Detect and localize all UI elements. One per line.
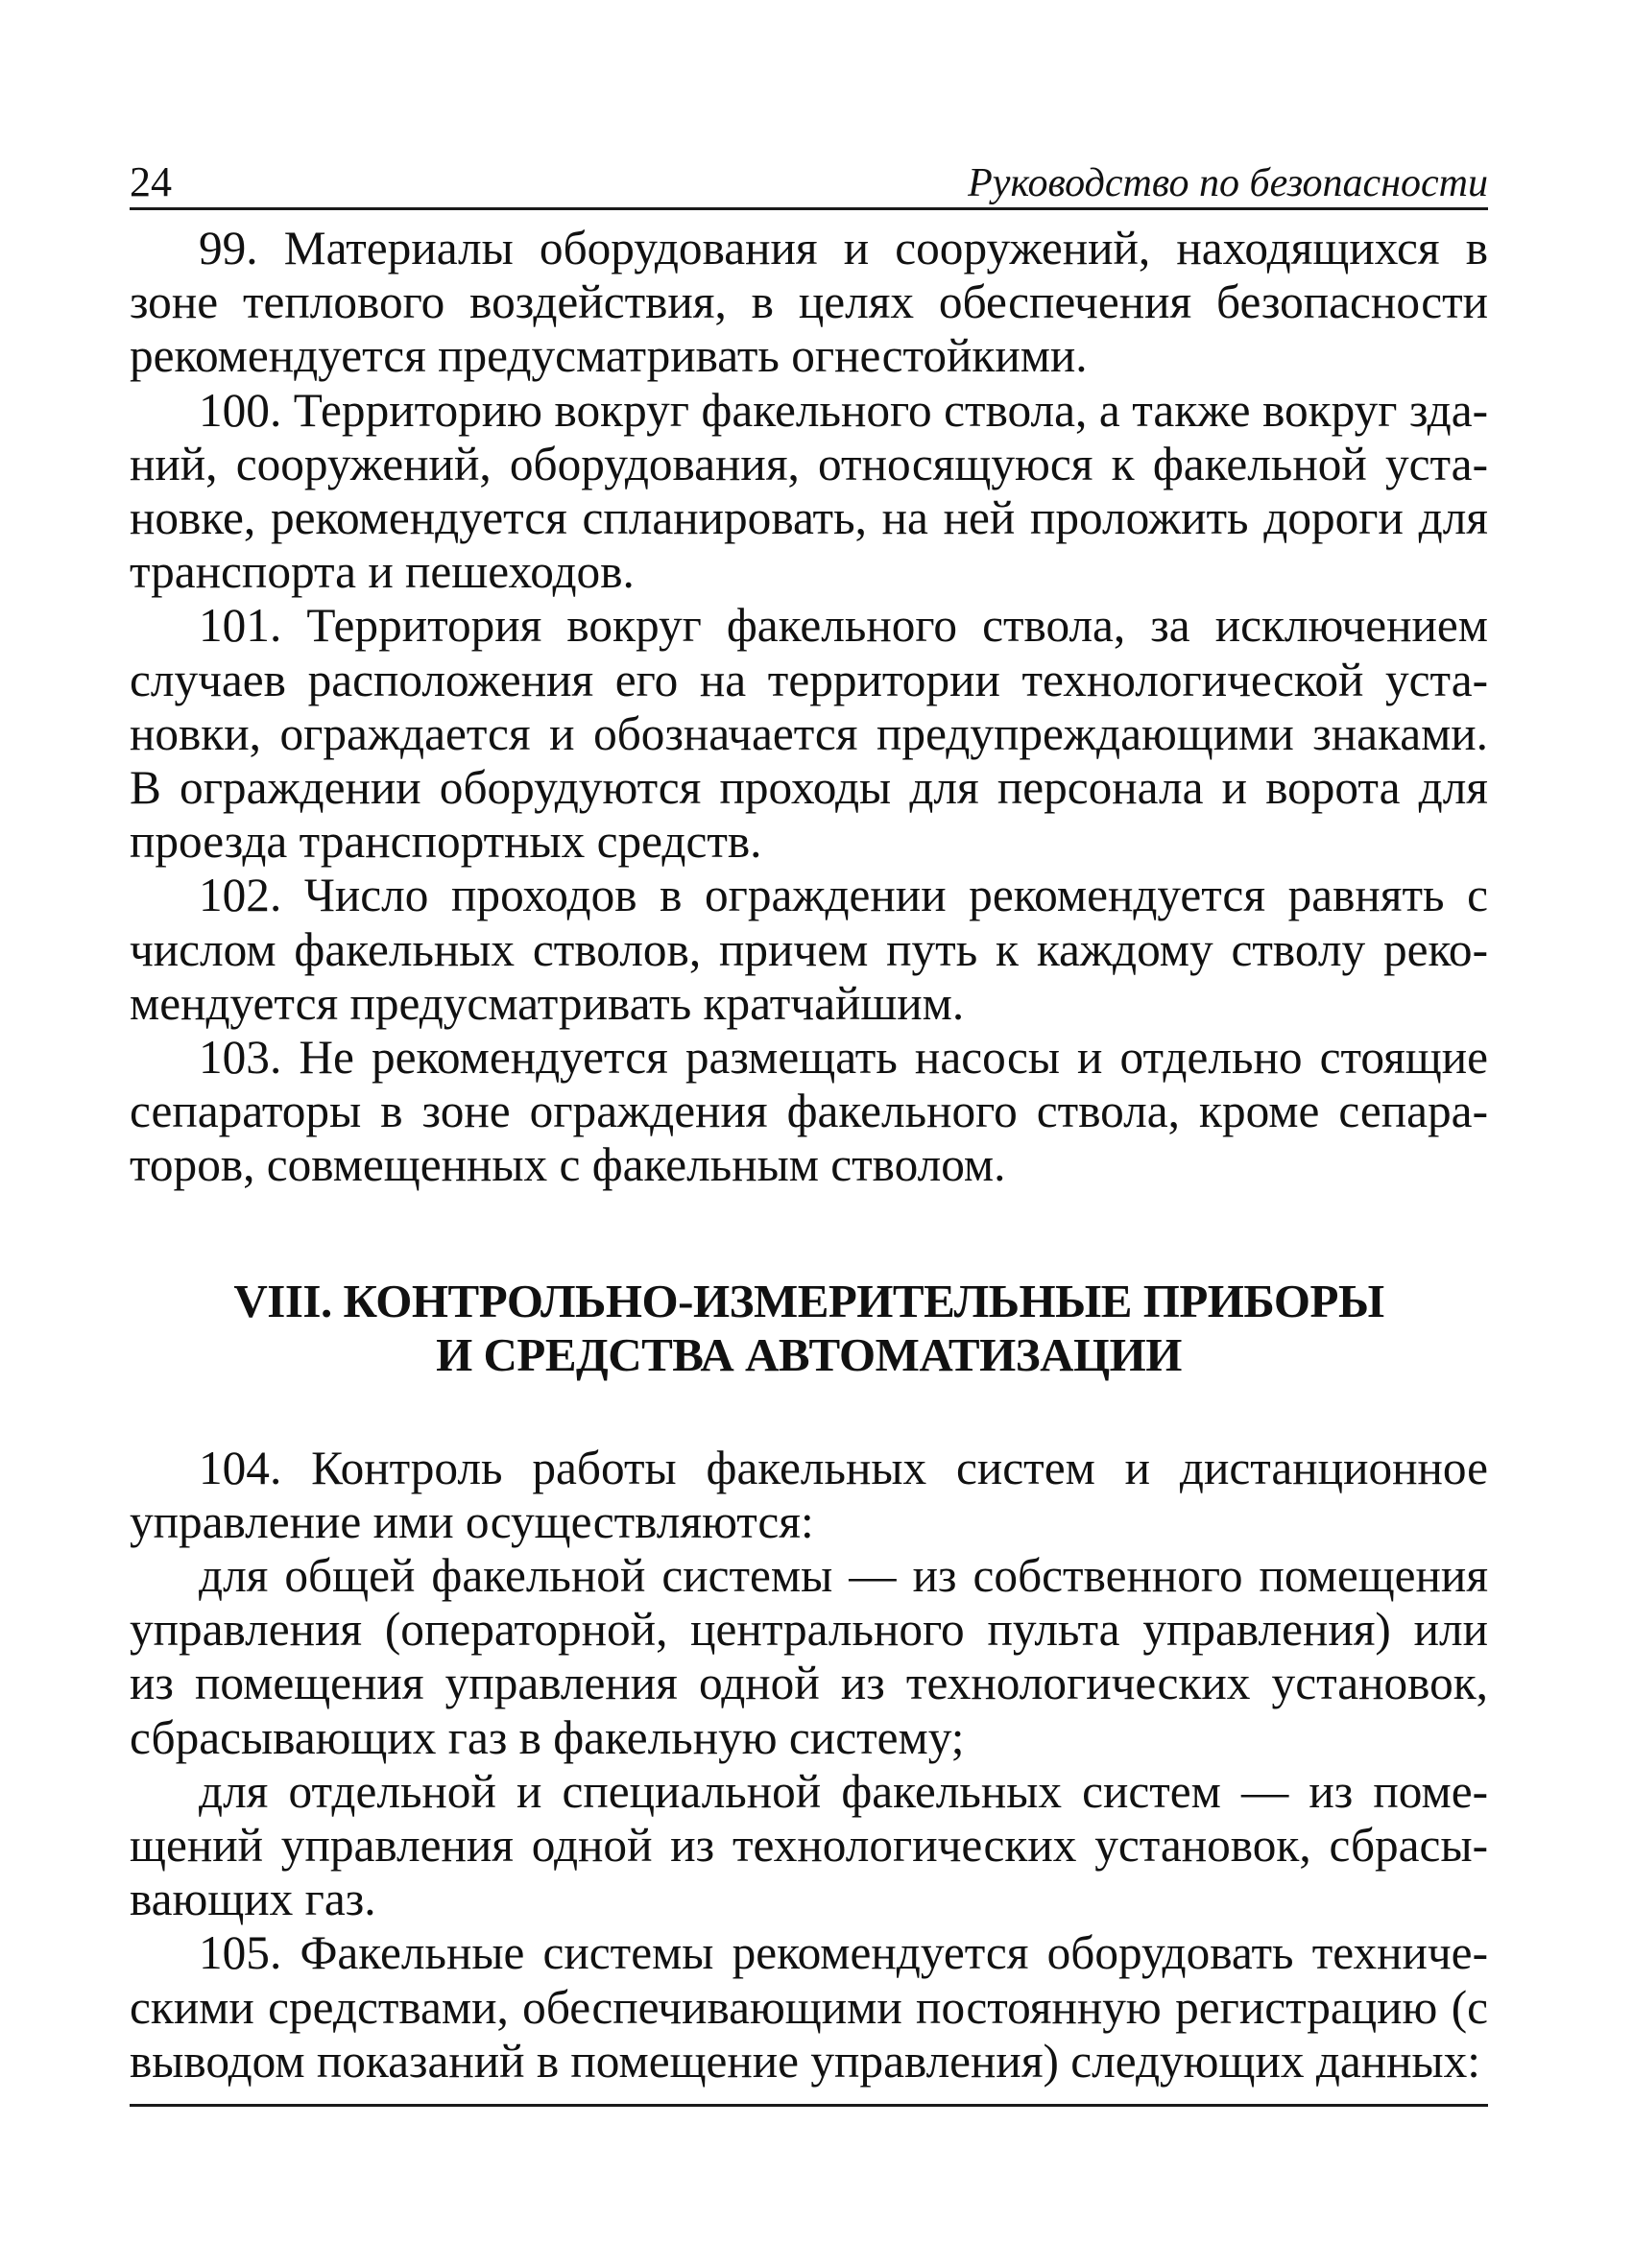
paragraph-105: 105. Факельные системы рекомендуется оборудовать техническими средствами, обеспечивающими постоянную регистрацию (с выводом показаний в помещение управления) следующих данных:: [130, 1926, 1488, 2088]
body-text: [130, 222, 1488, 2089]
running-title: Руководство по безопасности: [968, 161, 1488, 205]
paragraph-101: 101. Территория вокруг факельного ствола, за исключением случаев расположения его на территории технологической установки, ограждается и обозначается предупреждающими знаками. В ограждении оборудуются проходы для персонала и ворота для проезда транспортных средств.: [130, 599, 1488, 869]
paragraph-99: 99. Материалы оборудования и сооружений, находящихся в зоне теплового воздействия, в целях обеспечения безопасности рекомендуется предусматривать огнестойкими.: [130, 222, 1488, 383]
section-heading-line-2: И СРЕДСТВА АВТОМАТИЗАЦИИ: [436, 1327, 1182, 1381]
footer-rule: [130, 2104, 1488, 2107]
page-header: [130, 154, 1488, 210]
page-number: 24: [130, 158, 172, 205]
paragraph-104-general-system: для общей факельной системы — из собственного помещения управления (операторной, центрального пульта управления) или из помещения управления одной из технологических установок, сбрасывающих газ в факельную систему;: [130, 1549, 1488, 1764]
section-heading: [130, 1275, 1488, 1382]
section-heading-line-1: VIII. КОНТРОЛЬНО-ИЗМЕРИТЕЛЬНЫЕ ПРИБОРЫ: [233, 1274, 1384, 1327]
document-page: [130, 154, 1488, 2089]
paragraph-100: 100. Территорию вокруг факельного ствола, а также вокруг зданий, сооружений, оборудования, относящуюся к факельной установке, рекомендуется спланировать, на ней проложить дороги для транспорта и пешеходов.: [130, 383, 1488, 599]
paragraph-103: 103. Не рекомендуется размещать насосы и отдельно стоящие сепараторы в зоне ограждения факельного ствола, кроме сепараторов, совмещенных с факельным стволом.: [130, 1031, 1488, 1192]
paragraph-104: 104. Контроль работы факельных систем и дистанционное управление ими осуществляются:: [130, 1441, 1488, 1548]
paragraph-104-separate-system: для отдельной и специальной факельных систем — из помещений управления одной из технологических установок, сбрасывающих газ.: [130, 1764, 1488, 1926]
paragraph-102: 102. Число проходов в ограждении рекомендуется равнять с числом факельных стволов, причем путь к каждому стволу рекомендуется предусматривать кратчайшим.: [130, 869, 1488, 1030]
